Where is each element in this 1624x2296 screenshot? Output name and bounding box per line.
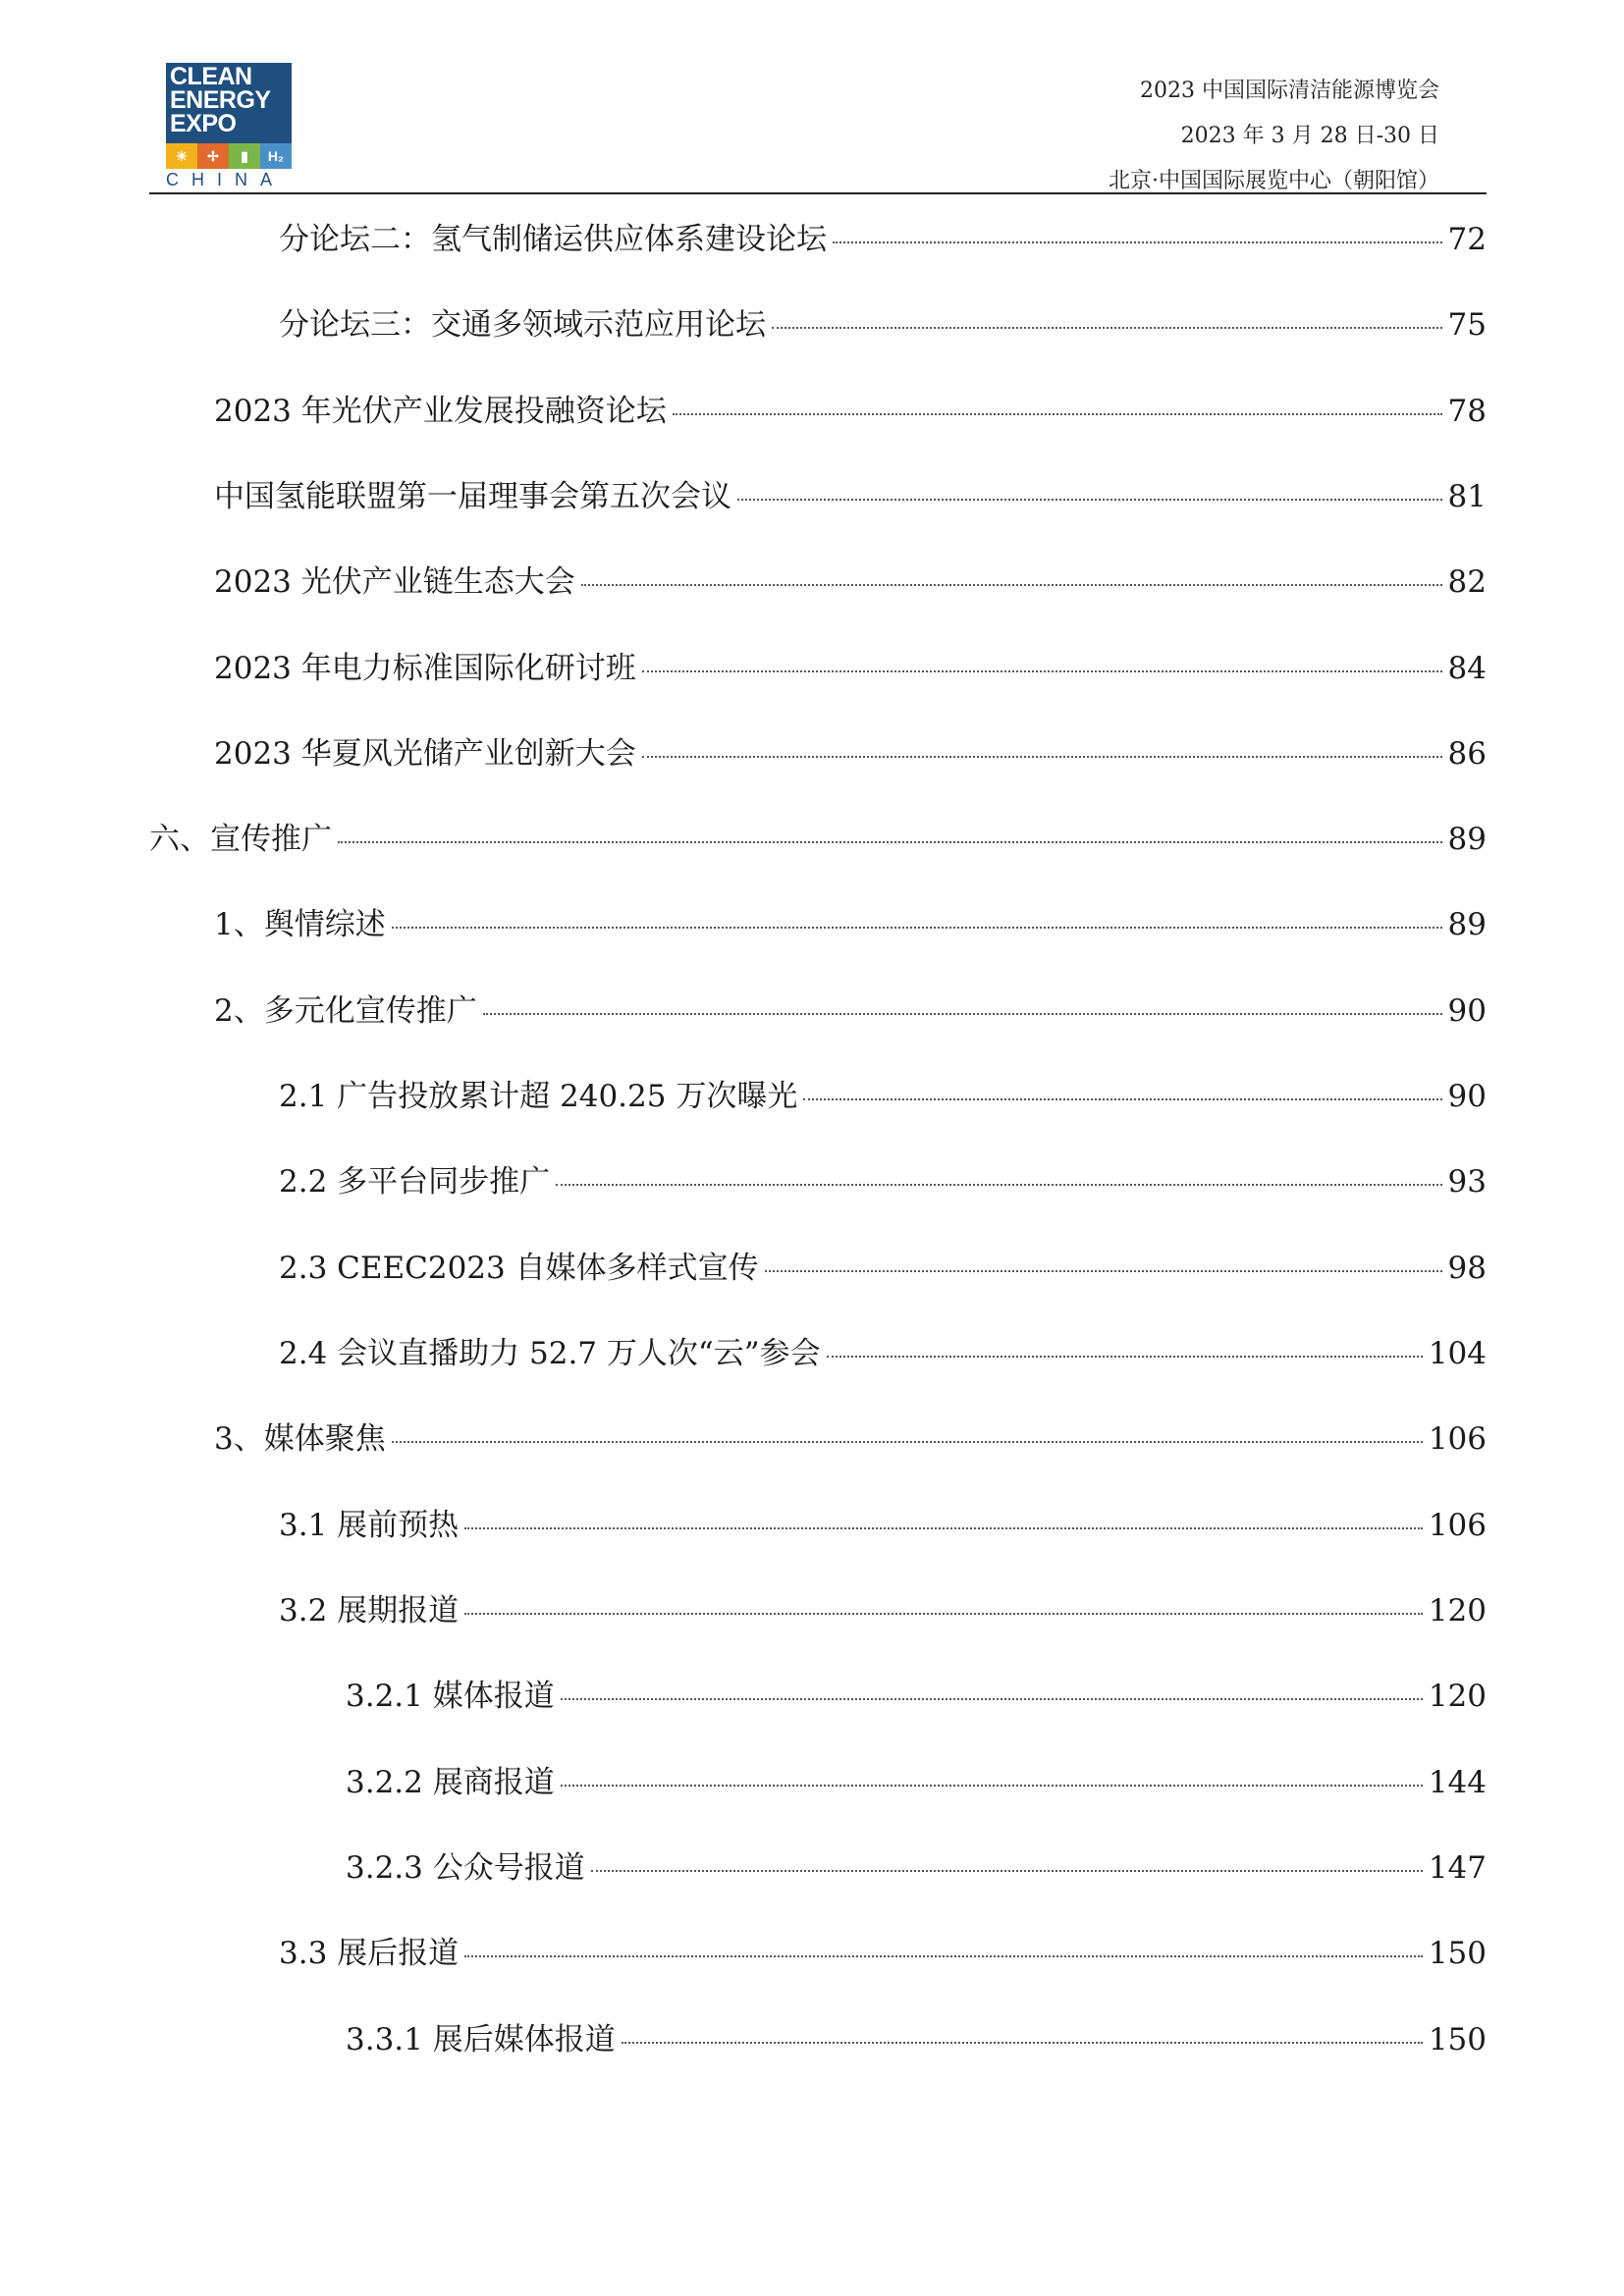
toc-leader-dots [642, 756, 1442, 758]
toc-entry-page: 93 [1447, 1164, 1487, 1200]
expo-logo [166, 63, 294, 188]
toc-leader-dots [591, 1870, 1423, 1872]
toc-entry-title: 2.2 多平台同步推广 [279, 1164, 551, 1200]
toc-leader-dots [464, 1955, 1423, 1957]
toc-leader-dots [392, 1441, 1423, 1443]
toc-entry-title: 3.1 展前预热 [279, 1508, 460, 1543]
toc-leader-dots [392, 927, 1442, 929]
toc-entry[interactable] [279, 1243, 1487, 1294]
toc-entry[interactable] [279, 299, 1487, 350]
toc-entry-title: 2023 华夏风光储产业创新大会 [214, 736, 636, 772]
toc-entry-title: 3.2.2 展商报道 [346, 1765, 555, 1800]
toc-leader-dots [622, 2042, 1423, 2044]
toc-entry-page: 86 [1447, 736, 1487, 772]
toc-entry-title: 六、宣传推广 [149, 822, 332, 857]
toc-entry[interactable] [279, 1071, 1487, 1122]
toc-leader-dots [642, 670, 1442, 672]
toc-entry-title: 2、多元化宣传推广 [214, 993, 477, 1029]
toc-entry[interactable] [214, 557, 1487, 608]
header-divider [149, 192, 1487, 194]
toc-entry-page: 72 [1447, 222, 1487, 257]
toc-entry[interactable] [149, 814, 1487, 865]
toc-entry[interactable] [214, 1414, 1487, 1465]
toc-leader-dots [464, 1613, 1423, 1615]
toc-entry[interactable] [214, 899, 1487, 950]
toc-entry-page: 106 [1428, 1508, 1487, 1543]
page-header [1109, 69, 1439, 204]
toc-leader-dots [556, 1184, 1441, 1186]
toc-leader-dots [827, 1356, 1423, 1358]
toc-entry-title: 2.3 CEEC2023 自媒体多样式宣传 [279, 1251, 759, 1286]
toc-entry-page: 120 [1428, 1593, 1487, 1629]
logo-box [166, 63, 292, 169]
toc-entry-title: 2023 年电力标准国际化研讨班 [214, 651, 636, 686]
toc-entry[interactable] [346, 1842, 1487, 1894]
toc-leader-dots [833, 241, 1442, 243]
sun-icon: ☀ [166, 143, 197, 169]
toc-entry[interactable] [279, 1585, 1487, 1636]
logo-line-2: ENERGY [170, 86, 271, 114]
toc-entry-title: 2023 年光伏产业发展投融资论坛 [214, 394, 667, 429]
toc-entry-title: 2.4 会议直播助力 52.7 万人次“云”参会 [279, 1336, 821, 1371]
toc-leader-dots [483, 1013, 1442, 1015]
toc-leader-dots [673, 413, 1442, 415]
toc-entry-page: 75 [1447, 307, 1487, 343]
toc-leader-dots [338, 841, 1442, 843]
header-event-name: 2023 中国国际清洁能源博览会 [1140, 79, 1439, 103]
logo-line-1: CLEAN [170, 63, 252, 90]
toc-entry[interactable] [346, 2014, 1487, 2065]
toc-entry[interactable] [279, 214, 1487, 265]
toc-entry-page: 81 [1447, 479, 1487, 514]
toc-entry-page: 84 [1447, 651, 1487, 686]
toc-entry-page: 144 [1428, 1765, 1487, 1800]
toc-leader-dots [561, 1698, 1423, 1700]
toc-entry-title: 分论坛三：交通多领域示范应用论坛 [279, 307, 766, 343]
toc-entry-page: 89 [1447, 822, 1487, 857]
toc-entry-page: 90 [1447, 993, 1487, 1029]
toc-leader-dots [561, 1785, 1423, 1787]
toc-entry-page: 90 [1447, 1079, 1487, 1114]
toc-entry[interactable] [346, 1757, 1487, 1808]
toc-entry[interactable] [214, 986, 1487, 1037]
toc-leader-dots [737, 499, 1442, 501]
toc-entry[interactable] [214, 728, 1487, 779]
toc-entry[interactable] [279, 1928, 1487, 1979]
toc-entry-title: 3.3.1 展后媒体报道 [346, 2022, 616, 2057]
toc-entry-page: 89 [1447, 907, 1487, 942]
toc-entry[interactable] [214, 386, 1487, 437]
toc-entry[interactable] [279, 1500, 1487, 1551]
toc-entry-page: 98 [1447, 1251, 1487, 1286]
logo-tiles [166, 143, 292, 169]
toc-entry-page: 78 [1447, 394, 1487, 429]
toc-entry[interactable] [279, 1328, 1487, 1379]
toc-entry-title: 3、媒体聚焦 [214, 1421, 386, 1457]
toc-entry-title: 2.1 广告投放累计超 240.25 万次曝光 [279, 1079, 798, 1114]
toc-entry-title: 2023 光伏产业链生态大会 [214, 564, 575, 600]
toc-entry[interactable] [214, 643, 1487, 694]
header-event-venue: 北京·中国国际展览中心（朝阳馆） [1109, 169, 1439, 193]
toc-entry-title: 分论坛二：氢气制储运供应体系建设论坛 [279, 222, 827, 257]
toc-leader-dots [581, 584, 1442, 586]
toc-entry[interactable] [214, 471, 1487, 522]
toc-entry-page: 106 [1428, 1421, 1487, 1457]
toc-entry-page: 147 [1428, 1850, 1487, 1886]
toc-entry[interactable] [346, 1671, 1487, 1722]
toc-entry-title: 3.2 展期报道 [279, 1593, 460, 1629]
toc-leader-dots [464, 1527, 1423, 1529]
toc-entry-title: 3.2.1 媒体报道 [346, 1679, 555, 1714]
toc-entry-title: 3.3 展后报道 [279, 1936, 460, 1971]
wind-turbine-icon: ✢ [197, 143, 229, 169]
toc-entry-page: 82 [1447, 564, 1487, 600]
battery-icon: ▮ [229, 143, 260, 169]
toc-entry-page: 150 [1428, 2022, 1487, 2057]
logo-country: CHINA [166, 170, 286, 189]
toc-entry-page: 120 [1428, 1679, 1487, 1714]
logo-line-3: EXPO [170, 110, 237, 137]
toc-leader-dots [803, 1098, 1441, 1100]
toc-leader-dots [765, 1270, 1442, 1272]
toc-entry-title: 中国氢能联盟第一届理事会第五次会议 [214, 479, 731, 514]
header-event-date: 2023 年 3 月 28 日-30 日 [1180, 124, 1439, 148]
toc-entry-page: 104 [1428, 1336, 1487, 1371]
toc-leader-dots [772, 327, 1442, 329]
hydrogen-tile: H₂ [260, 143, 292, 169]
toc-entry-title: 1、舆情综述 [214, 907, 386, 942]
toc-entry-title: 3.2.3 公众号报道 [346, 1850, 585, 1886]
toc-entry-page: 150 [1428, 1936, 1487, 1971]
toc-entry[interactable] [279, 1156, 1487, 1207]
